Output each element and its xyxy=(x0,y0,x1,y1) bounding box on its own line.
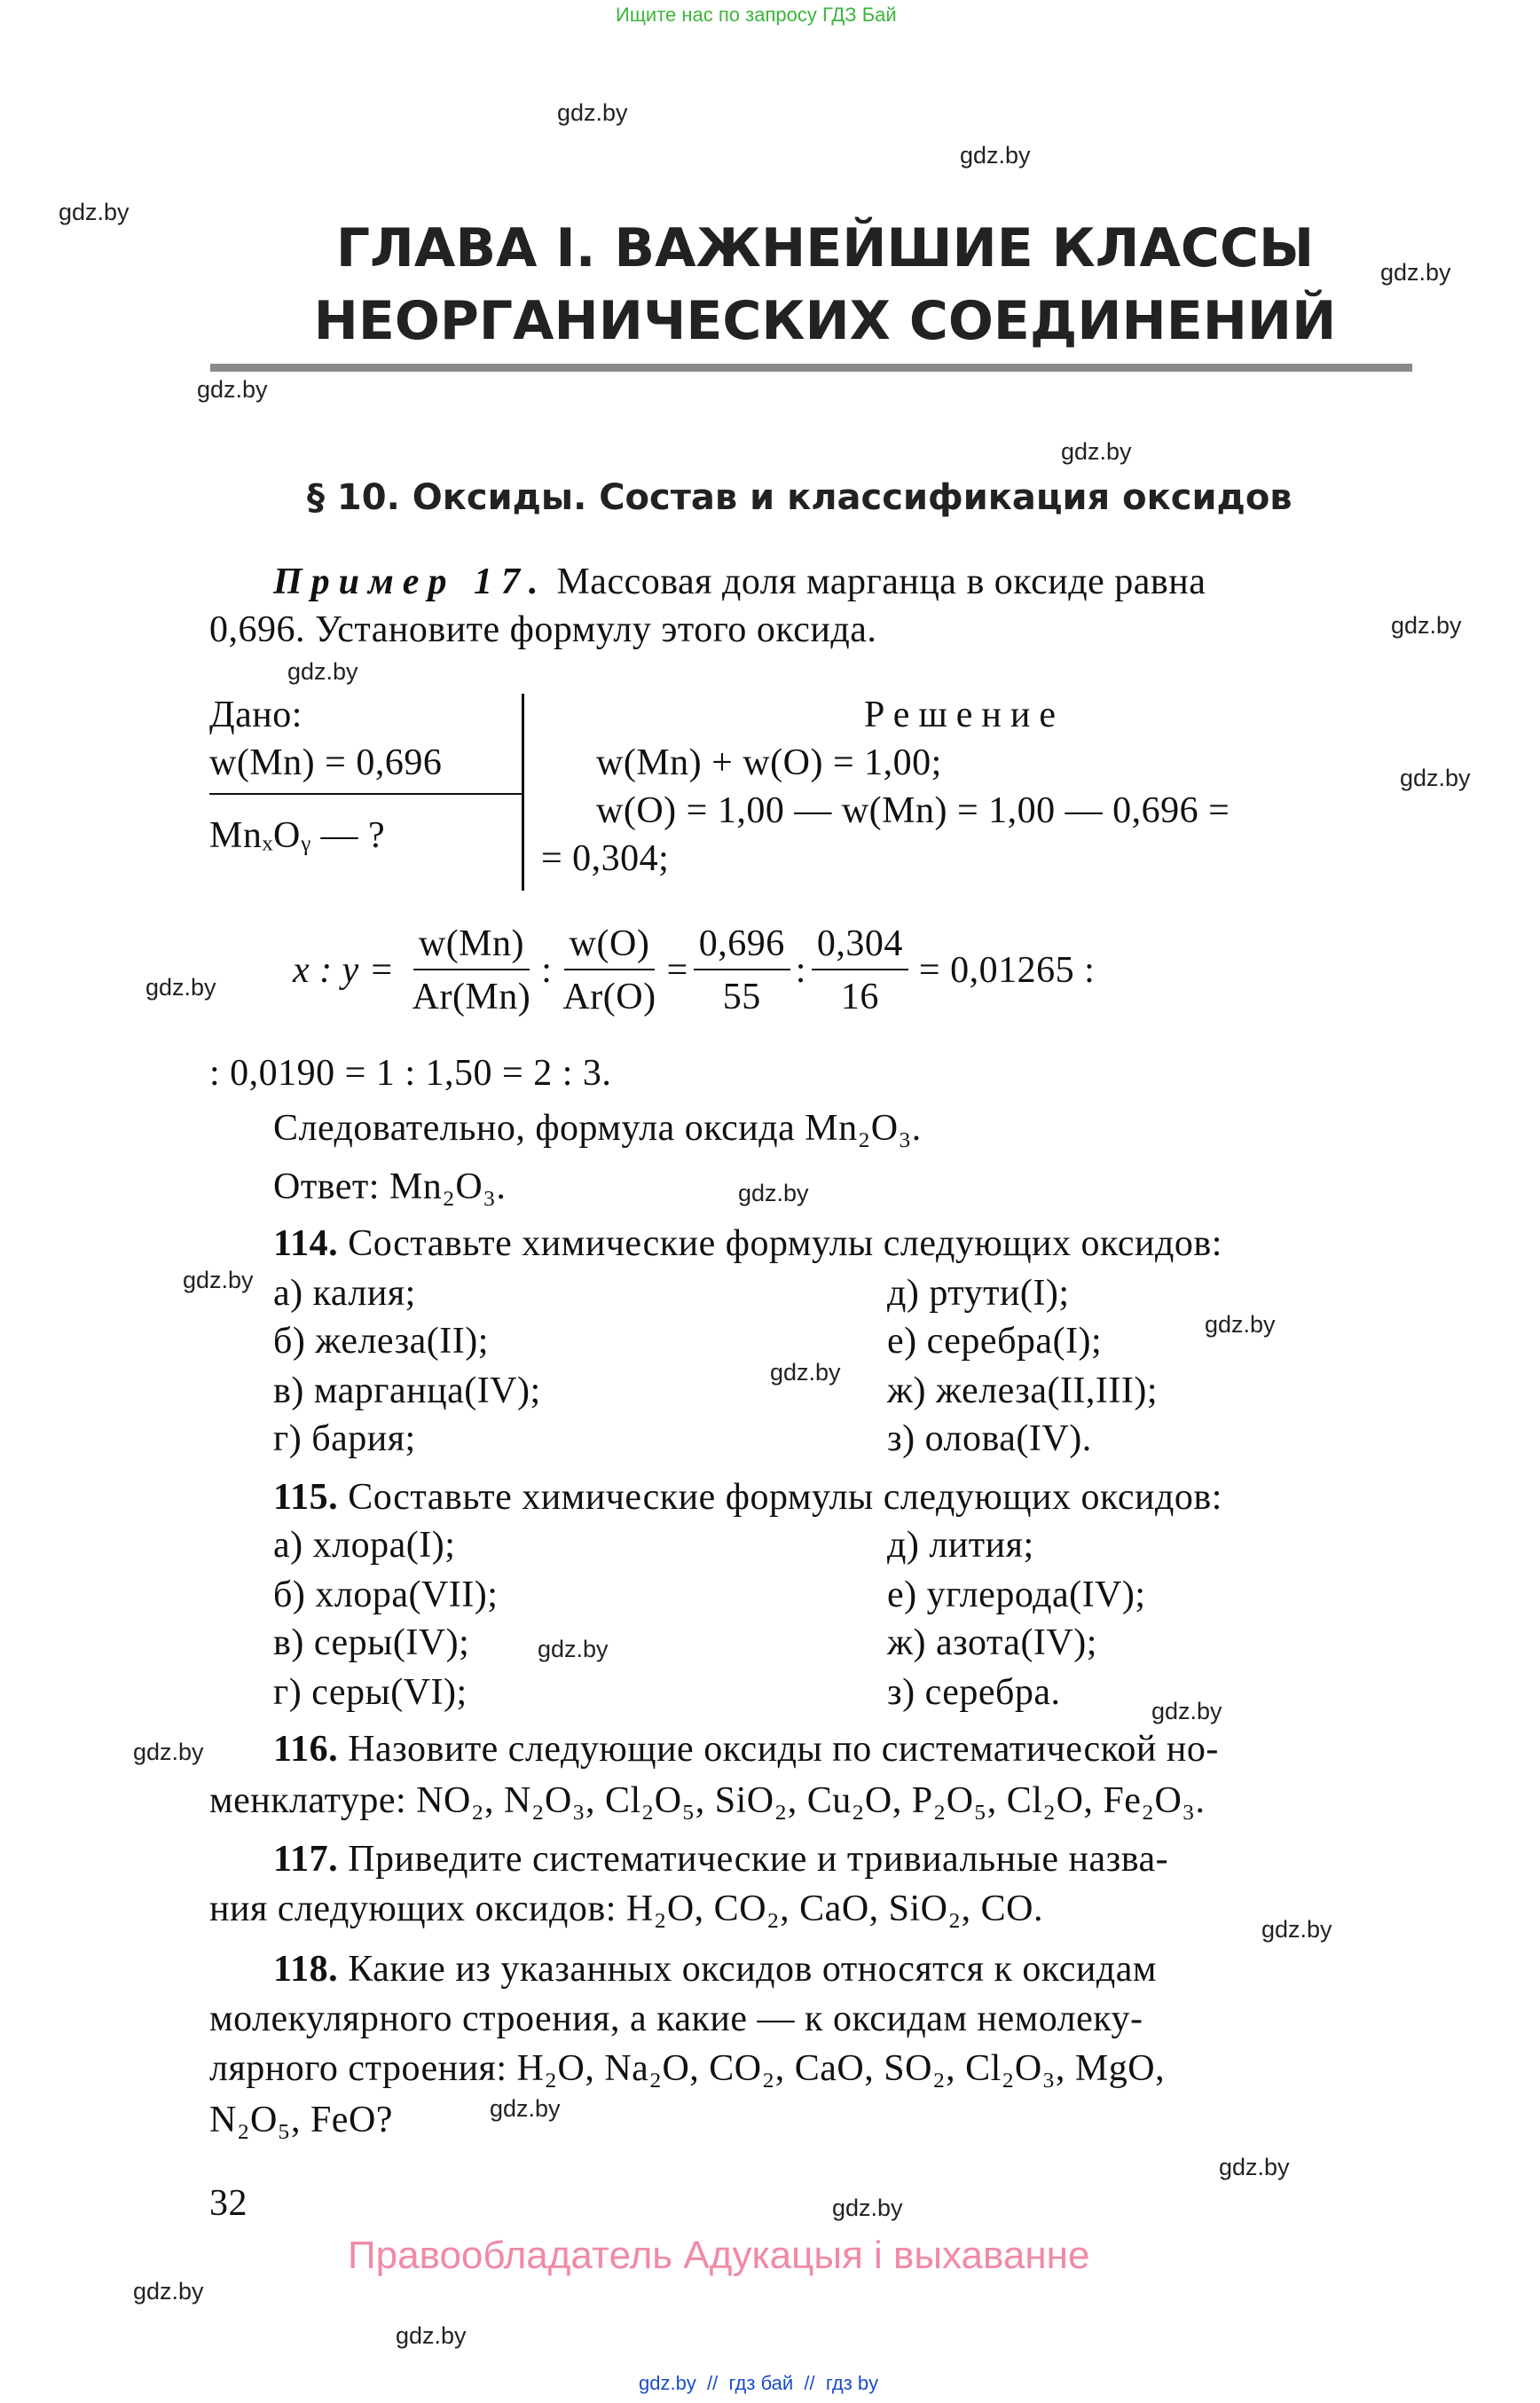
solution-line1: w(Mn) + w(O) = 1,00; xyxy=(596,742,942,783)
section-title: § 10. Оксиды. Состав и классификация оксидов xyxy=(307,477,1292,518)
watermark: gdz.by xyxy=(1205,1311,1276,1338)
task-116-line2: менклатуре: NO₂, N₂O₃, Cl₂O₅, SiO₂, Cu₂O, P₂O₅, Cl₂O, Fe₂O₃. xyxy=(209,1780,1206,1821)
task-115-heading xyxy=(273,1476,1222,1519)
list-item: г) бария; xyxy=(273,1418,416,1459)
chapter-title-line1: ГЛАВА I. ВАЖНЕЙШИЕ КЛАССЫ xyxy=(335,217,1315,279)
task-text: Назовите следующие оксиды по систематической но- xyxy=(338,1729,1219,1770)
watermark: gdz.by xyxy=(738,1180,809,1206)
task-118-line2: молекулярного строения, а какие — к оксидам немолеку- xyxy=(209,1999,1143,2039)
watermark: gdz.by xyxy=(1261,1916,1332,1943)
task-118-line3: лярного строения: H₂O, Na₂O, CO₂, CaO, SO₂, Cl₂O₃, MgO, xyxy=(209,2048,1166,2089)
solution-line2: w(O) = 1,00 — w(Mn) = 1,00 — 0,696 = xyxy=(596,790,1230,831)
watermark: gdz.by xyxy=(832,2195,903,2221)
task-text: Какие из указанных оксидов относятся к оксидам xyxy=(338,1949,1157,1990)
watermark: gdz.by xyxy=(1219,2154,1290,2180)
frac-num: w(O) xyxy=(564,923,656,970)
watermark: gdz.by xyxy=(1391,612,1462,639)
example-line1 xyxy=(273,561,1206,603)
footer-links[interactable]: gdz.by // гдз бай // гдз by xyxy=(639,2372,879,2394)
find-value: MnₓOᵧ — ? xyxy=(209,815,386,856)
given-underline xyxy=(209,793,523,795)
task-number: 118. xyxy=(273,1949,339,1990)
given-divider xyxy=(522,694,524,891)
watermark: gdz.by xyxy=(1380,259,1451,286)
given-label: Дано: xyxy=(209,695,302,735)
list-item: б) железа(II); xyxy=(273,1321,489,1362)
task-116-line1 xyxy=(273,1728,1219,1771)
list-item: а) хлора(I); xyxy=(273,1525,456,1566)
list-item: г) серы(VI); xyxy=(273,1672,468,1713)
watermark: gdz.by xyxy=(557,99,628,126)
watermark: gdz.by xyxy=(490,2095,561,2122)
list-item: д) ртути(I); xyxy=(887,1273,1070,1314)
frac-num: w(Mn) xyxy=(413,923,530,970)
task-text: Составьте химические формулы следующих оксидов: xyxy=(338,1477,1222,1518)
list-item: ж) азота(IV); xyxy=(887,1622,1097,1663)
list-item: б) хлора(VII); xyxy=(273,1575,499,1615)
watermark: gdz.by xyxy=(59,199,130,225)
ratio-continuation: : 0,0190 = 1 : 1,50 = 2 : 3. xyxy=(209,1053,612,1094)
watermark: gdz.by xyxy=(1400,765,1471,791)
watermark: gdz.by xyxy=(197,376,268,403)
copyright-notice: Правообладатель Адукацыя і выхаванне xyxy=(348,2234,1090,2277)
list-item: ж) железа(II,III); xyxy=(887,1370,1159,1411)
watermark: gdz.by xyxy=(287,658,358,685)
ratio-formula: x : y = $\frac{w(Mn)}{Ar(Mn)}$ : $\frac{w(O)}{Ar(O)}$ = $\frac{0,696}{55}$ : $\frac{0,304}{16}$ = 0,01265 : xyxy=(293,923,1096,1017)
frac-den: Ar(O) xyxy=(562,977,656,1017)
solution-label: Решение xyxy=(864,695,1065,735)
task-number: 115. xyxy=(273,1477,339,1518)
list-item: е) углерода(IV); xyxy=(887,1575,1146,1615)
watermark: gdz.by xyxy=(183,1267,254,1293)
task-text: Приведите систематические и тривиальные назва- xyxy=(338,1839,1169,1880)
list-item: е) серебра(I); xyxy=(887,1321,1103,1362)
list-item: д) лития; xyxy=(887,1525,1034,1566)
conclusion: Следовательно, формула оксида Mn₂O₃. xyxy=(273,1108,922,1149)
task-number: 116. xyxy=(273,1729,339,1770)
task-114-heading xyxy=(273,1222,1222,1265)
chapter-title-line2: НЕОРГАНИЧЕСКИХ СОЕДИНЕНИЙ xyxy=(313,290,1337,352)
watermark: gdz.by xyxy=(396,2322,467,2349)
frac-num: 0,696 xyxy=(694,923,790,970)
ratio-lhs: x : y = xyxy=(293,950,395,991)
chapter-rule xyxy=(210,364,1412,372)
watermark: gdz.by xyxy=(960,142,1031,169)
answer: Ответ: Mn₂O₃. xyxy=(273,1166,507,1207)
task-number: 117. xyxy=(273,1839,339,1880)
page-number: 32 xyxy=(209,2183,248,2224)
watermark: gdz.by xyxy=(1151,1698,1222,1724)
task-number: 114. xyxy=(273,1223,339,1264)
frac-den: Ar(Mn) xyxy=(412,977,531,1017)
task-118-line4: N₂O₅, FeO? xyxy=(209,2100,393,2140)
example-label: Пример 17. xyxy=(273,561,547,602)
watermark: gdz.by xyxy=(770,1359,841,1386)
frac-den: 55 xyxy=(722,977,761,1017)
solution-line3: = 0,304; xyxy=(541,838,670,879)
task-text: Составьте химические формулы следующих оксидов: xyxy=(338,1223,1222,1264)
task-118-line1 xyxy=(273,1948,1157,1991)
ratio-rhs: = 0,01265 : xyxy=(918,950,1096,991)
given-value: w(Mn) = 0,696 xyxy=(209,742,443,783)
watermark: gdz.by xyxy=(145,974,216,1001)
list-item: з) олова(IV). xyxy=(887,1418,1092,1459)
example-text1: Массовая доля марганца в оксиде равна xyxy=(546,561,1206,602)
list-item: а) калия; xyxy=(273,1273,416,1314)
watermark: gdz.by xyxy=(133,2278,204,2305)
task-117-line2: ния следующих оксидов: H₂O, CO₂, CaO, SiO₂, CO. xyxy=(209,1889,1043,1929)
watermark: gdz.by xyxy=(133,1739,204,1765)
watermark: gdz.by xyxy=(1061,438,1132,465)
task-117-line1 xyxy=(273,1838,1168,1881)
top-note: Ищите нас по запросу ГДЗ Бай xyxy=(616,4,897,26)
list-item: з) серебра. xyxy=(887,1672,1061,1713)
list-item: в) серы(IV); xyxy=(273,1622,470,1663)
example-line2: 0,696. Установите формулу этого оксида. xyxy=(209,609,877,650)
frac-den: 16 xyxy=(840,977,879,1017)
watermark: gdz.by xyxy=(538,1636,609,1662)
list-item: в) марганца(IV); xyxy=(273,1370,541,1411)
frac-num: 0,304 xyxy=(812,923,908,970)
